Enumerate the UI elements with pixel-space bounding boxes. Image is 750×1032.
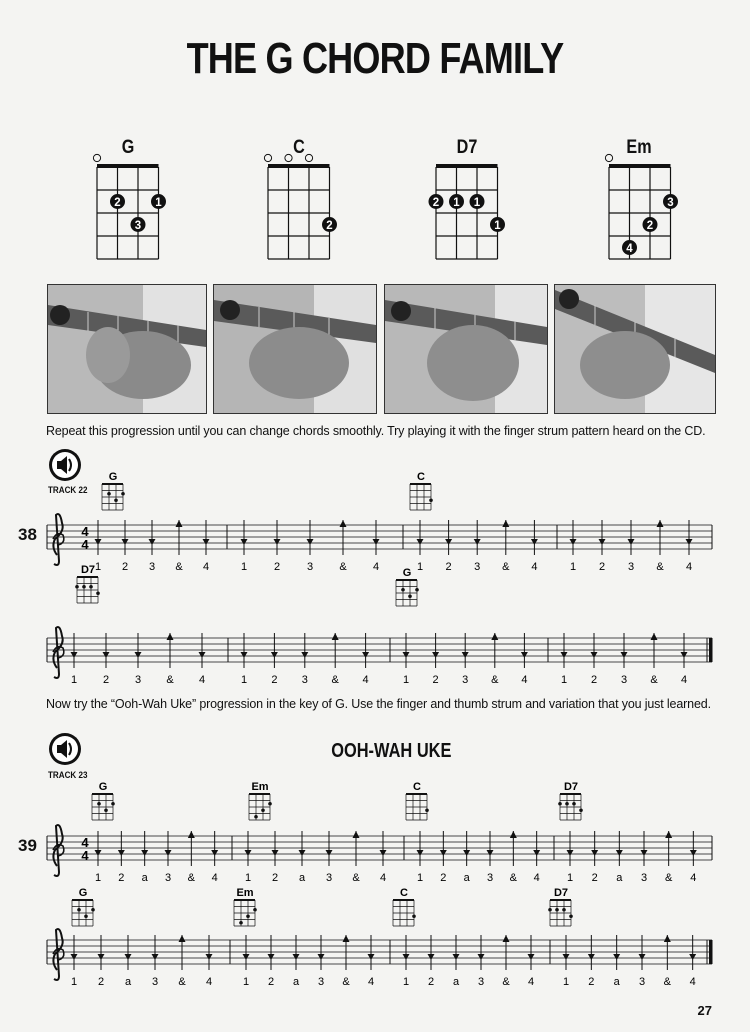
- count-label: 1: [566, 872, 574, 884]
- count-label: 1: [240, 561, 248, 573]
- finger-dot: [412, 914, 416, 918]
- count-label: 2: [118, 872, 125, 884]
- strum-down-mark: [453, 954, 460, 960]
- count-label: 3: [640, 872, 648, 884]
- strum-down-mark: [474, 539, 481, 545]
- strum-down-mark: [326, 850, 333, 856]
- count-label: &: [339, 561, 347, 573]
- chord-symbol-ex39-r2-2: [393, 887, 416, 926]
- song-title: OOH-WAH UKE: [331, 740, 452, 762]
- finger-number: 1: [473, 196, 481, 209]
- finger-dot: [572, 802, 576, 806]
- strum-down-mark: [301, 652, 308, 658]
- finger-dot: [77, 908, 81, 912]
- strum-down-mark: [521, 652, 528, 658]
- strum-down-mark: [616, 850, 623, 856]
- strum-down-mark: [141, 850, 148, 856]
- finger-dot: [254, 815, 258, 819]
- strum-up-mark: [503, 935, 510, 942]
- instruction-text-2: Now try the “Ooh-Wah Uke” progression in the key of G. Use the finger and thumb strum and variation that you just learned.: [46, 697, 711, 711]
- strum-down-mark: [621, 652, 628, 658]
- strum-down-mark: [639, 954, 646, 960]
- finger-number: 1: [453, 196, 460, 209]
- count-label: 3: [151, 976, 159, 988]
- page-number: 27: [697, 1003, 712, 1018]
- finger-dot: [429, 498, 433, 502]
- finger-number: 2: [114, 196, 121, 209]
- count-label: 3: [317, 976, 325, 988]
- strum-up-mark: [353, 831, 360, 838]
- count-label: 2: [267, 976, 275, 988]
- strum-down-mark: [588, 954, 595, 960]
- chord-name-em: Em: [626, 137, 652, 158]
- count-label: 4: [202, 561, 210, 573]
- nut: [72, 899, 93, 901]
- finger-number: 4: [626, 242, 633, 255]
- strum-up-mark: [332, 633, 339, 640]
- count-label: 1: [416, 561, 424, 573]
- finger-dot: [96, 591, 100, 595]
- finger-dot: [89, 585, 93, 589]
- final-barline-thick: [709, 940, 713, 964]
- strum-up-mark: [167, 633, 174, 640]
- count-label: 2: [440, 872, 447, 884]
- strum-down-mark: [71, 954, 78, 960]
- strum-down-mark: [403, 954, 410, 960]
- count-label: 4: [685, 561, 693, 573]
- finger-dot: [548, 908, 552, 912]
- nut: [396, 579, 417, 581]
- staff-ex38-row1: [47, 520, 712, 573]
- chord-symbol-label: G: [78, 887, 88, 899]
- strum-down-mark: [98, 954, 105, 960]
- final-barline-thick: [709, 638, 713, 662]
- finger-number: 2: [432, 196, 440, 209]
- strum-down-mark: [149, 539, 156, 545]
- count-label: 2: [273, 561, 281, 573]
- strum-down-mark: [362, 652, 369, 658]
- finger-number: 2: [326, 219, 333, 232]
- count-label: a: [298, 872, 306, 884]
- count-label: 3: [148, 561, 156, 573]
- finger-number: 3: [667, 196, 674, 209]
- count-label: 1: [402, 674, 410, 686]
- strum-down-mark: [274, 539, 281, 545]
- chord-symbol-ex39-r1-3: [558, 781, 583, 820]
- count-label: 4: [680, 674, 688, 686]
- strum-down-mark: [681, 652, 688, 658]
- strum-down-mark: [211, 850, 218, 856]
- exercise-number-39: 39: [18, 836, 37, 855]
- page-title: THE G CHORD FAMILY: [186, 34, 564, 83]
- count-label: &: [650, 674, 658, 686]
- chord-symbol-ex38-r1-0: [102, 471, 125, 510]
- count-label: 1: [402, 976, 410, 988]
- finger-dot: [84, 914, 88, 918]
- chord-symbol-ex39-r1-2: [406, 781, 429, 820]
- strum-down-mark: [95, 850, 102, 856]
- strum-down-mark: [368, 954, 375, 960]
- strum-up-mark: [651, 633, 658, 640]
- count-label: &: [175, 561, 183, 573]
- count-label: &: [663, 976, 672, 988]
- strum-down-mark: [135, 652, 142, 658]
- finger-dot: [97, 802, 101, 806]
- chord-symbol-label: D7: [553, 887, 569, 899]
- chord-symbol-label: G: [98, 781, 108, 793]
- count-label: &: [491, 674, 499, 686]
- finger-dot: [555, 908, 559, 912]
- count-label: 2: [432, 674, 439, 686]
- strum-up-mark: [510, 831, 517, 838]
- strum-up-mark: [176, 520, 183, 527]
- time-signature-top: 4: [81, 835, 89, 850]
- time-signature-bottom: 4: [81, 848, 89, 863]
- strum-down-mark: [440, 850, 447, 856]
- count-label: 4: [533, 872, 540, 884]
- finger-dot: [75, 585, 79, 589]
- strum-down-mark: [531, 539, 538, 545]
- count-label: a: [452, 976, 460, 988]
- chord-symbol-ex39-r2-0: [72, 887, 95, 926]
- strum-up-mark: [664, 935, 671, 942]
- count-label: 1: [562, 976, 570, 988]
- strum-down-mark: [478, 954, 485, 960]
- count-label: 1: [569, 561, 577, 573]
- finger-dot: [114, 498, 118, 502]
- count-label: 2: [590, 674, 598, 686]
- finger-dot: [261, 808, 265, 812]
- chord-symbol-ex39-r1-1: [249, 781, 272, 820]
- strum-down-mark: [686, 539, 693, 545]
- strum-down-mark: [528, 954, 535, 960]
- count-label: 4: [527, 976, 535, 988]
- nut: [234, 899, 255, 901]
- count-label: 3: [325, 872, 333, 884]
- strum-down-mark: [122, 539, 129, 545]
- strum-down-mark: [462, 652, 469, 658]
- strum-down-mark: [563, 954, 570, 960]
- strum-down-mark: [152, 954, 159, 960]
- finger-dot: [121, 492, 125, 496]
- treble-clef: [53, 825, 64, 876]
- count-label: 4: [211, 872, 218, 884]
- count-label: &: [352, 872, 360, 884]
- strum-down-mark: [561, 652, 568, 658]
- count-label: a: [616, 872, 623, 884]
- count-label: 2: [427, 976, 435, 988]
- strum-down-mark: [380, 850, 387, 856]
- strum-down-mark: [103, 652, 110, 658]
- strum-down-mark: [206, 954, 213, 960]
- treble-clef-path: [53, 825, 62, 876]
- strum-down-mark: [570, 539, 577, 545]
- strum-down-mark: [241, 652, 248, 658]
- count-label: 1: [70, 976, 78, 988]
- count-label: &: [166, 674, 174, 686]
- count-label: 1: [94, 561, 102, 573]
- count-label: 1: [70, 674, 78, 686]
- finger-dot: [107, 492, 111, 496]
- count-label: 1: [242, 976, 250, 988]
- time-signature-bottom: 4: [81, 537, 89, 552]
- strum-down-mark: [95, 539, 102, 545]
- staff-ex39-row1: [47, 831, 712, 884]
- count-label: 2: [445, 561, 452, 573]
- treble-clef-path: [53, 929, 62, 980]
- count-label: 2: [591, 872, 598, 884]
- nut: [393, 899, 414, 901]
- count-label: 3: [486, 872, 494, 884]
- strum-down-mark: [203, 539, 210, 545]
- count-label: 3: [301, 674, 308, 686]
- count-label: 4: [198, 674, 206, 686]
- count-label: &: [509, 872, 518, 884]
- strum-down-mark: [445, 539, 452, 545]
- chord-name-c: C: [293, 137, 305, 158]
- chord-symbol-label: Em: [251, 781, 269, 793]
- count-label: 3: [477, 976, 485, 988]
- strum-down-mark: [293, 954, 300, 960]
- count-label: &: [178, 976, 186, 988]
- count-label: 4: [690, 872, 697, 884]
- nut: [550, 899, 571, 901]
- nut: [410, 483, 431, 485]
- exercise-number-38: 38: [18, 525, 37, 544]
- strum-down-mark: [318, 954, 325, 960]
- strum-down-mark: [613, 954, 620, 960]
- count-label: 4: [372, 561, 380, 573]
- strum-down-mark: [690, 850, 697, 856]
- strum-up-mark: [340, 520, 347, 527]
- track-22-label: TRACK 22: [48, 485, 88, 496]
- strum-down-mark: [271, 652, 278, 658]
- treble-clef: [53, 627, 64, 678]
- finger-dot: [425, 808, 429, 812]
- strum-down-mark: [243, 954, 250, 960]
- strum-down-mark: [268, 954, 275, 960]
- finger-dot: [111, 802, 115, 806]
- strum-up-mark: [343, 935, 350, 942]
- strum-down-mark: [299, 850, 306, 856]
- count-label: a: [141, 872, 148, 884]
- count-label: 1: [416, 872, 424, 884]
- count-label: 2: [588, 976, 595, 988]
- strum-down-mark: [599, 539, 606, 545]
- strum-down-mark: [567, 850, 574, 856]
- count-label: a: [613, 976, 620, 988]
- strum-up-mark: [657, 520, 664, 527]
- strum-up-mark: [188, 831, 195, 838]
- track-23-label: TRACK 23: [48, 770, 88, 781]
- finger-dot: [91, 908, 95, 912]
- count-label: 3: [306, 561, 314, 573]
- finger-dot: [104, 808, 108, 812]
- strum-down-mark: [118, 850, 125, 856]
- strum-down-mark: [591, 652, 598, 658]
- count-label: a: [463, 872, 470, 884]
- count-label: 3: [462, 674, 469, 686]
- chord-symbol-ex39-r2-3: [548, 887, 573, 926]
- chord-symbol-ex39-r1-0: [92, 781, 115, 820]
- nut: [560, 793, 581, 795]
- chord-symbol-label: D7: [80, 564, 96, 576]
- finger-dot: [408, 594, 412, 598]
- count-label: 4: [362, 674, 369, 686]
- nut: [92, 793, 113, 795]
- strum-down-mark: [165, 850, 172, 856]
- chord-symbol-label: Em: [236, 887, 254, 899]
- strum-down-mark: [463, 850, 470, 856]
- finger-dot: [558, 802, 562, 806]
- strum-down-mark: [641, 850, 648, 856]
- finger-dot: [82, 585, 86, 589]
- count-label: 3: [638, 976, 646, 988]
- chord-symbol-label: G: [108, 471, 118, 483]
- strum-up-mark: [491, 633, 498, 640]
- chord-symbol-label: C: [417, 471, 425, 483]
- count-label: 2: [121, 561, 129, 573]
- strum-up-mark: [179, 935, 186, 942]
- strum-down-mark: [487, 850, 494, 856]
- count-label: 3: [474, 561, 481, 573]
- chord-symbol-label: C: [400, 887, 408, 899]
- staff-ex39-row2: [47, 935, 713, 988]
- nut: [77, 576, 98, 578]
- strum-up-mark: [502, 520, 509, 527]
- count-label: &: [187, 872, 196, 884]
- count-label: &: [502, 561, 510, 573]
- count-label: &: [664, 872, 673, 884]
- chord-symbol-label: D7: [563, 781, 579, 793]
- count-label: 1: [560, 674, 568, 686]
- chord-symbol-ex39-r2-1: [234, 887, 257, 926]
- finger-dot: [415, 588, 419, 592]
- strum-down-mark: [125, 954, 132, 960]
- count-label: 4: [521, 674, 528, 686]
- finger-number: 1: [155, 196, 162, 209]
- count-label: 4: [689, 976, 696, 988]
- chord-symbol-label: C: [413, 781, 421, 793]
- strum-down-mark: [199, 652, 206, 658]
- count-label: 1: [240, 674, 248, 686]
- count-label: 1: [244, 872, 252, 884]
- finger-dot: [562, 908, 566, 912]
- count-label: 4: [367, 976, 375, 988]
- strum-down-mark: [403, 652, 410, 658]
- count-label: 3: [134, 674, 142, 686]
- strum-down-mark: [373, 539, 380, 545]
- strum-down-mark: [591, 850, 598, 856]
- strum-down-mark: [533, 850, 540, 856]
- nut: [102, 483, 123, 485]
- chord-symbol-ex38-r2-1: [396, 567, 419, 606]
- strum-down-mark: [71, 652, 78, 658]
- finger-dot: [268, 802, 272, 806]
- count-label: &: [331, 674, 339, 686]
- chord-name-d7: D7: [456, 137, 478, 158]
- count-label: a: [292, 976, 300, 988]
- count-label: 3: [627, 561, 635, 573]
- chord-name-g: G: [121, 137, 135, 158]
- finger-dot: [239, 921, 243, 925]
- treble-clef-path: [53, 627, 62, 678]
- nut: [406, 793, 427, 795]
- strum-down-mark: [689, 954, 696, 960]
- strum-down-mark: [272, 850, 279, 856]
- count-label: 4: [379, 872, 387, 884]
- strum-down-mark: [307, 539, 314, 545]
- strum-down-mark: [417, 539, 424, 545]
- count-label: 4: [205, 976, 213, 988]
- count-label: 4: [531, 561, 538, 573]
- count-label: 2: [598, 561, 606, 573]
- instruction-text-1: Repeat this progression until you can change chords smoothly. Try playing it with the finger strum pattern heard on the CD.: [46, 424, 706, 438]
- strum-down-mark: [428, 954, 435, 960]
- count-label: 2: [102, 674, 110, 686]
- treble-clef: [53, 929, 64, 980]
- count-label: 3: [164, 872, 172, 884]
- count-label: 2: [97, 976, 105, 988]
- strum-up-mark: [665, 831, 672, 838]
- count-label: &: [656, 561, 664, 573]
- strum-down-mark: [432, 652, 439, 658]
- staff-ex38-row2: [47, 633, 713, 686]
- finger-dot: [579, 808, 583, 812]
- treble-clef-path: [53, 514, 62, 565]
- finger-dot: [565, 802, 569, 806]
- count-label: 2: [271, 674, 278, 686]
- strum-down-mark: [245, 850, 252, 856]
- count-label: &: [502, 976, 510, 988]
- count-label: &: [342, 976, 350, 988]
- strum-down-mark: [628, 539, 635, 545]
- nut: [249, 793, 270, 795]
- count-label: 3: [620, 674, 628, 686]
- finger-dot: [253, 908, 257, 912]
- finger-number: 2: [646, 219, 654, 232]
- time-signature-top: 4: [81, 524, 89, 539]
- count-label: a: [124, 976, 132, 988]
- count-label: 2: [271, 872, 279, 884]
- finger-number: 1: [494, 219, 501, 232]
- treble-clef: [53, 514, 64, 565]
- finger-dot: [401, 588, 405, 592]
- strum-down-mark: [417, 850, 424, 856]
- chord-symbol-label: G: [402, 567, 412, 579]
- strum-down-mark: [241, 539, 248, 545]
- count-label: 1: [94, 872, 102, 884]
- finger-dot: [569, 914, 573, 918]
- finger-number: 3: [134, 219, 142, 232]
- chord-symbol-ex38-r1-1: [410, 471, 433, 510]
- finger-dot: [246, 914, 250, 918]
